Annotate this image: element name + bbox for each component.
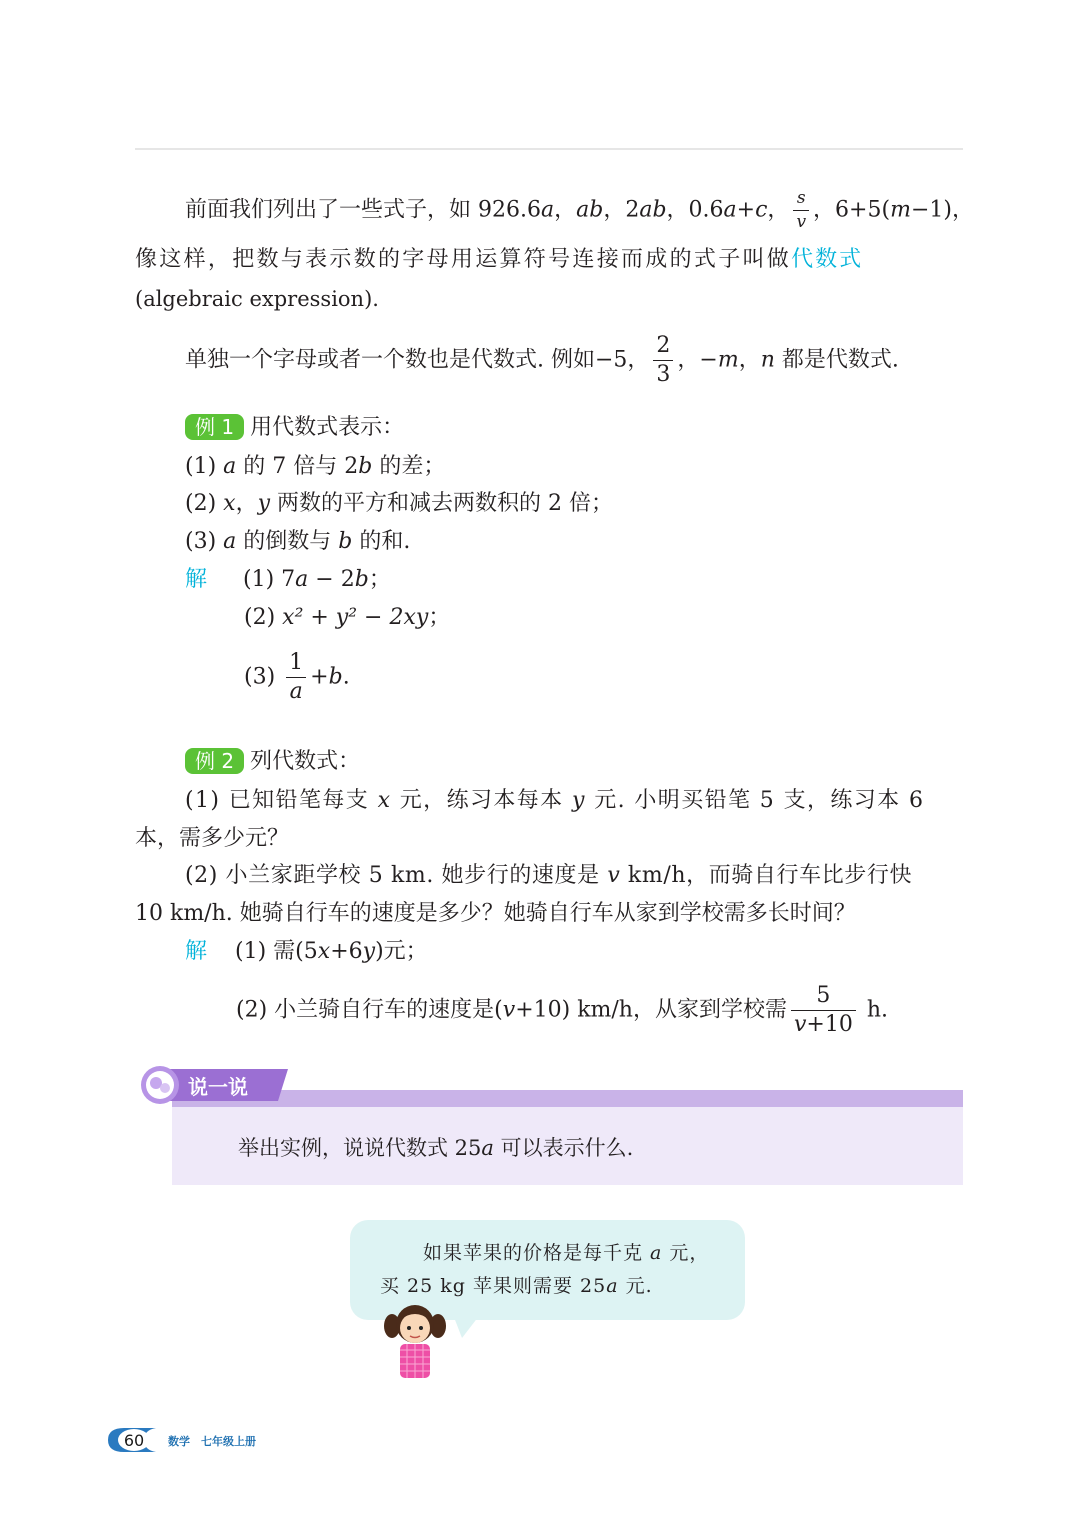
example-2-question-2-line-2: 10 km/h. 她骑自行车的速度是多少？她骑自行车从家到学校需多长时间？ xyxy=(135,901,856,926)
page-number-badge xyxy=(104,1426,160,1454)
girl-illustration xyxy=(380,1300,450,1382)
example-2-answer-1: 解 (1) 需(5x+6y)元； xyxy=(185,939,428,964)
intro-line-1: 前面我们列出了一些式子，如 926.6a，ab，2ab，0.6a+c， $\frac{s}{v}$ ，6+5(m−1)， xyxy=(185,188,974,232)
term-algebraic-expression: 代数式 xyxy=(791,247,864,272)
fraction-2-over-3: $\frac{2}{3}$ xyxy=(653,335,673,386)
example-2-question-1-line-1: (1) 已知铅笔每支 x 元，练习本每本 y 元. 小明买铅笔 5 支，练习本 6 xyxy=(185,788,925,813)
intro-line-2: 像这样，把数与表示数的字母用运算符号连接而成的式子叫做代数式 xyxy=(135,247,864,272)
bubble-line-1: 如果苹果的价格是每千克 a 元， xyxy=(423,1242,710,1264)
speech-bubble-icon-2 xyxy=(160,1083,170,1093)
example-1-answer-1: 解 (1) 7a − 2b； xyxy=(185,567,391,592)
example-2-question-1-line-2: 本，需多少元？ xyxy=(135,826,290,851)
book-title: 数学 七年级上册 xyxy=(168,1435,256,1448)
solution-label: 解 xyxy=(185,567,208,592)
example-1-question-3: (3) a 的倒数与 b 的和. xyxy=(185,529,411,554)
fraction-s-over-v: $\frac{s}{v}$ xyxy=(793,190,809,231)
header-rule xyxy=(135,148,963,150)
solution-label: 解 xyxy=(185,939,208,964)
say-badge xyxy=(140,1065,290,1105)
example-1-heading: 例 1 用代数式表示： xyxy=(185,413,404,443)
intro-line-3: (algebraic expression). xyxy=(135,287,379,311)
example-1-question-2: (2) x，y 两数的平方和减去两数积的 2 倍； xyxy=(185,491,614,516)
page-number: 60 xyxy=(123,1431,145,1450)
example-2-badge: 例 2 xyxy=(185,748,244,774)
example-1-answer-2: (2) x² + y² − 2xy； xyxy=(244,605,451,630)
bubble-line-2: 买 25 kg 苹果则需要 25a 元. xyxy=(380,1275,653,1297)
fraction-5-over-v-plus-10: $\frac{5}{v+10}$ xyxy=(791,985,856,1036)
example-1-question-1: (1) a 的 7 倍与 2b 的差； xyxy=(185,454,446,479)
say-text: 举出实例，说说代数式 25a 可以表示什么. xyxy=(238,1136,634,1160)
speech-bubble-tail xyxy=(452,1312,482,1338)
fraction-1-over-a: $\frac{1}{a}$ xyxy=(286,652,306,703)
example-1-answer-3: (3) $\frac{1}{a}$ +b. xyxy=(244,650,350,704)
say-badge-label: 说一说 xyxy=(188,1075,248,1099)
example-2-question-2-line-1: (2) 小兰家距学校 5 km. 她步行的速度是 v km/h，而骑自行车比步行快 xyxy=(185,863,913,888)
example-2-answer-2: (2) 小兰骑自行车的速度是(v+10) km/h，从家到学校需 $\frac{5}{v+10}$ h. xyxy=(236,983,888,1037)
example-1-badge: 例 1 xyxy=(185,414,244,440)
say-header-bar xyxy=(172,1090,963,1107)
example-2-heading: 例 2 列代数式： xyxy=(185,747,360,777)
intro-line-4: 单独一个字母或者一个数也是代数式. 例如−5， $\frac{2}{3}$ ，−m，n 都是代数式. xyxy=(185,333,899,387)
